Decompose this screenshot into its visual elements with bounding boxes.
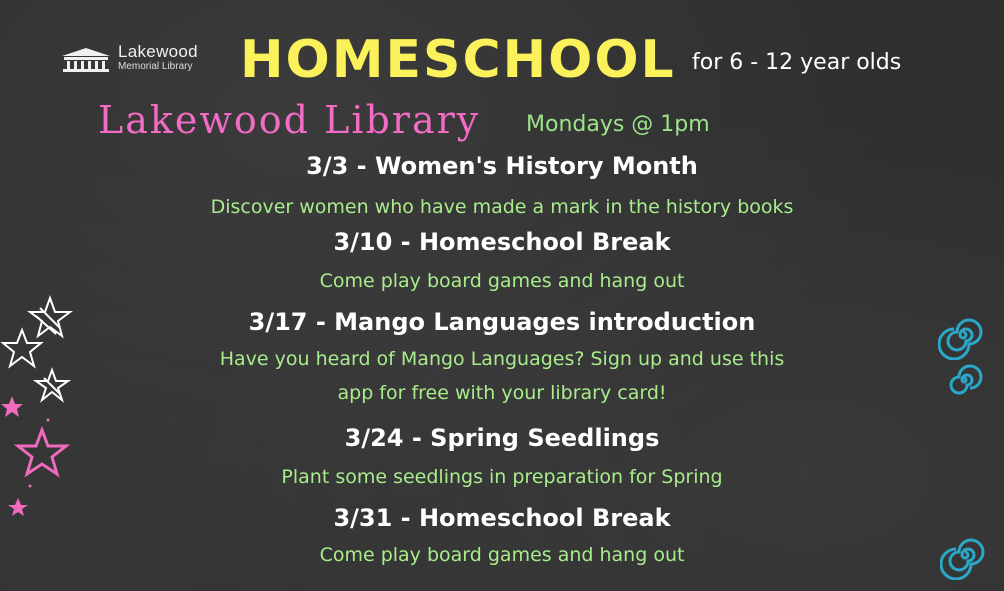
event-description: Have you heard of Mango Languages? Sign up and use this [219,348,785,370]
event-title: 3/24 - Spring Seedlings [344,424,660,452]
spiral-icon [938,310,988,360]
event-description: Come play board games and hang out [319,270,685,292]
logo-subtitle: Memorial Library [118,61,193,72]
event-title: 3/3 - Women's History Month [306,152,698,180]
logo-name: Lakewood [118,42,198,61]
library-logo [60,44,220,74]
event-description: Discover women who have made a mark in the history books [210,196,794,218]
event-description: Come play board games and hang out [319,544,685,566]
star-icon [0,290,90,530]
spiral-icon [944,360,984,400]
event-title: 3/31 - Homeschool Break [333,504,671,532]
age-range: for 6 - 12 year olds [692,50,902,75]
event-description: app for free with your library card! [337,382,667,404]
spiral-icon [940,530,990,580]
event-title: 3/10 - Homeschool Break [333,228,671,256]
schedule-text: Mondays @ 1pm [526,112,710,137]
event-description: Plant some seedlings in preparation for Spring [281,466,723,488]
page-title: HOMESCHOOL [240,30,676,90]
event-title: 3/17 - Mango Languages introduction [248,308,756,336]
library-building-icon [60,46,112,72]
library-name: Lakewood Library [98,98,481,142]
